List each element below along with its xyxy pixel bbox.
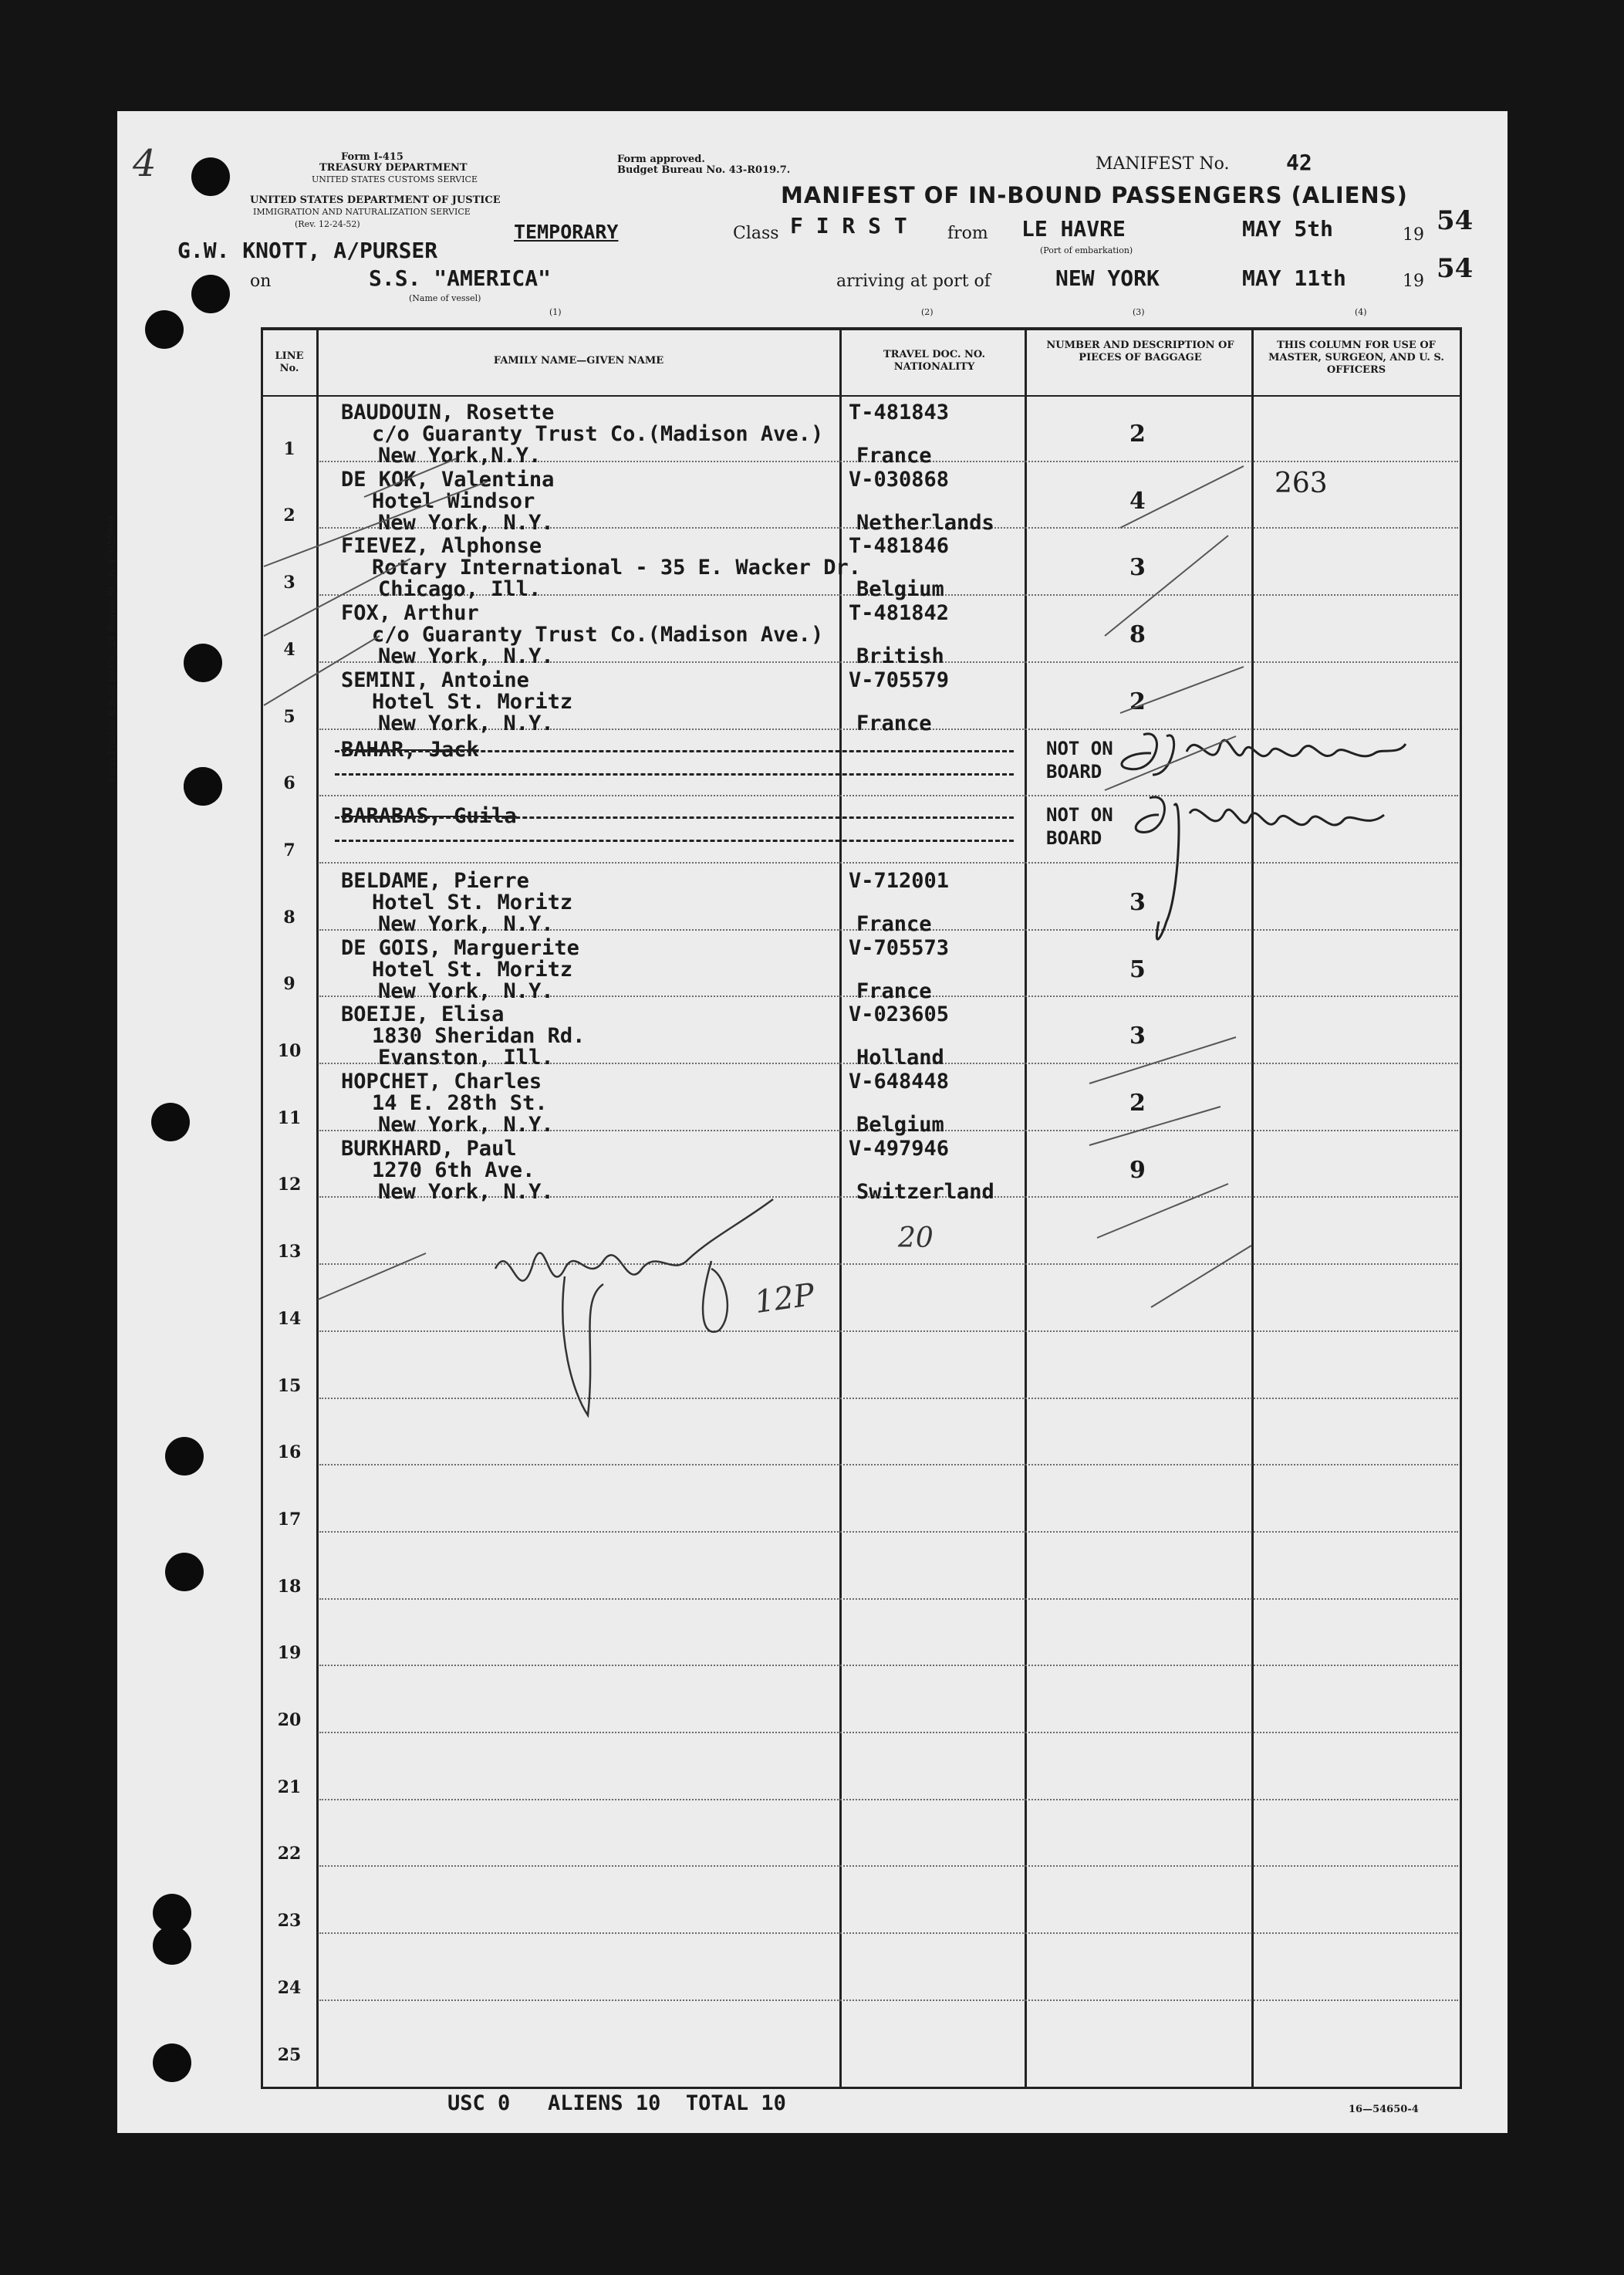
row-rule bbox=[319, 1598, 1458, 1600]
travel-document-number: V-705573 bbox=[849, 935, 950, 960]
col-marker-3: (3) bbox=[1133, 307, 1145, 317]
col-marker-2: (2) bbox=[921, 307, 934, 317]
row-rule bbox=[319, 1999, 1458, 2001]
baggage-count: 2 bbox=[1129, 1090, 1146, 1117]
passenger-address-line-2: New York, N.Y. bbox=[378, 711, 554, 735]
passenger-name: FIEVEZ, Alphonse bbox=[341, 534, 542, 559]
baggage-count: 9 bbox=[1129, 1156, 1146, 1184]
arrival-year: 54 bbox=[1437, 253, 1474, 284]
passenger-name: BURKHARD, Paul bbox=[341, 1136, 517, 1161]
arriving-label: arriving at port of bbox=[836, 272, 991, 291]
class-value: F I R S T bbox=[790, 213, 907, 238]
not-on-board-status: NOT ON bbox=[1046, 804, 1113, 827]
line-number: 10 bbox=[277, 1041, 302, 1061]
passenger-address-line-1: Hotel St. Moritz bbox=[372, 890, 573, 914]
official-number: 263 bbox=[1275, 468, 1328, 499]
punch-hole bbox=[165, 1553, 204, 1591]
form-number: Form I-415 bbox=[341, 151, 403, 163]
nationality: Netherlands bbox=[856, 510, 994, 535]
line-number: 7 bbox=[283, 840, 295, 860]
nationality: Belgium bbox=[856, 1113, 944, 1137]
passenger-address-line-1: Hotel St. Moritz bbox=[372, 689, 573, 714]
baggage-count: 3 bbox=[1129, 888, 1146, 916]
col-marker-1: (1) bbox=[549, 307, 562, 317]
travel-document-number: T-481843 bbox=[849, 401, 950, 424]
col-header-line: LINE No. bbox=[275, 350, 304, 374]
passenger-address-line-1: 1830 Sheridan Rd. bbox=[372, 1024, 586, 1049]
nationality: Holland bbox=[856, 1046, 944, 1070]
line-number: 5 bbox=[283, 706, 295, 727]
side-imprint: Form Printed & Sold by Co., 24 Beaver St., N. Y. U55969 bbox=[106, 516, 117, 783]
passenger-address-line-1: 1270 6th Ave. bbox=[372, 1158, 535, 1182]
dept-justice: UNITED STATES DEPARTMENT OF JUSTICE bbox=[250, 194, 501, 206]
departure-date: MAY 5th bbox=[1242, 216, 1334, 242]
cancelled-passenger-name: BARABAS, Guila bbox=[341, 804, 517, 829]
purser-name: G.W. KNOTT, A/PURSER bbox=[177, 238, 438, 263]
baggage-count: 3 bbox=[1129, 1023, 1146, 1050]
baggage-count: 4 bbox=[1129, 487, 1146, 515]
passenger-address-line-1: Hotel St. Moritz bbox=[372, 957, 573, 982]
travel-document-number: V-705579 bbox=[849, 668, 950, 692]
class-label: Class bbox=[733, 224, 779, 243]
line-number: 9 bbox=[283, 974, 295, 995]
passenger-name: DE GOIS, Marguerite bbox=[341, 935, 579, 960]
handwritten-margin-mark: 4 bbox=[133, 142, 157, 185]
passenger-name: FOX, Arthur bbox=[341, 601, 479, 626]
arrival-date: MAY 11th bbox=[1242, 265, 1346, 291]
dept-customs: UNITED STATES CUSTOMS SERVICE bbox=[312, 174, 478, 184]
baggage-count: 2 bbox=[1129, 688, 1146, 715]
passenger-address-line-2: New York, N.Y. bbox=[378, 510, 554, 535]
passenger-address-line-2: New York,N.Y. bbox=[378, 444, 542, 468]
passenger-address-line-2: New York, N.Y. bbox=[378, 1179, 554, 1204]
punch-hole bbox=[145, 310, 184, 349]
travel-document-number: V-023605 bbox=[849, 1002, 950, 1027]
passenger-name: BOEIJE, Elisa bbox=[341, 1002, 505, 1027]
baggage-count: 3 bbox=[1129, 554, 1146, 582]
col-header-travel: TRAVEL DOC. NO. NATIONALITY bbox=[883, 349, 986, 373]
nationality: France bbox=[856, 711, 932, 735]
baggage-count: 2 bbox=[1129, 421, 1146, 448]
line-number: 23 bbox=[277, 1911, 302, 1932]
line-number: 8 bbox=[283, 907, 295, 928]
row-rule bbox=[319, 1531, 1458, 1533]
travel-document-number: T-481846 bbox=[849, 534, 950, 559]
line-number: 11 bbox=[277, 1107, 302, 1128]
baggage-count: 5 bbox=[1129, 955, 1146, 983]
row-rule bbox=[319, 1865, 1458, 1867]
line-number: 2 bbox=[283, 505, 295, 526]
on-label: on bbox=[250, 272, 272, 291]
row-rule bbox=[319, 1732, 1458, 1733]
line-number: 17 bbox=[277, 1509, 302, 1530]
year-prefix: 19 bbox=[1403, 225, 1424, 245]
passenger-name: BAUDOUIN, Rosette bbox=[341, 401, 555, 424]
vessel-name: S.S. "AMERICA" bbox=[369, 265, 552, 291]
handwritten-tally-1: 20 bbox=[898, 1222, 934, 1254]
line-number: 14 bbox=[277, 1308, 302, 1329]
nationality: France bbox=[856, 911, 932, 936]
passenger-address-line-2: New York, N.Y. bbox=[378, 1113, 554, 1137]
line-number: 25 bbox=[277, 2044, 302, 2065]
line-number: 22 bbox=[277, 1844, 302, 1864]
passenger-name: SEMINI, Antoine bbox=[341, 668, 529, 692]
passenger-address-line-2: New York, N.Y. bbox=[378, 911, 554, 936]
nationality: France bbox=[856, 444, 932, 468]
from-label: from bbox=[947, 224, 988, 243]
travel-document-number: V-712001 bbox=[849, 868, 950, 893]
travel-document-number: V-648448 bbox=[849, 1070, 950, 1094]
punch-hole bbox=[153, 2043, 191, 2082]
passenger-address-line-1: Hotel Windsor bbox=[372, 488, 535, 513]
passenger-address-line-2: Evanston, Ill. bbox=[378, 1046, 554, 1070]
punch-hole bbox=[184, 767, 222, 806]
not-on-board-status: BOARD bbox=[1046, 760, 1102, 783]
line-number: 16 bbox=[277, 1442, 302, 1463]
port-of-embarkation: LE HAVRE bbox=[1021, 216, 1126, 242]
passenger-address-line-1: c/o Guaranty Trust Co.(Madison Ave.) bbox=[372, 623, 824, 647]
dept-immigration: IMMIGRATION AND NATURALIZATION SERVICE bbox=[253, 207, 471, 217]
cancelled-passenger-name: BAHAR, Jack bbox=[341, 737, 479, 762]
passenger-address-line-2: New York, N.Y. bbox=[378, 644, 554, 669]
punch-hole bbox=[151, 1103, 190, 1141]
line-number: 12 bbox=[277, 1175, 302, 1195]
passenger-address-line-2: New York, N.Y. bbox=[378, 979, 554, 1003]
passenger-name: HOPCHET, Charles bbox=[341, 1070, 542, 1094]
punch-hole bbox=[191, 157, 230, 196]
row-rule bbox=[319, 1799, 1458, 1800]
manifest-page bbox=[106, 111, 1508, 2133]
line-number: 3 bbox=[283, 573, 295, 593]
line-number: 13 bbox=[277, 1242, 302, 1263]
line-number: 4 bbox=[283, 639, 295, 660]
table-header-border bbox=[261, 395, 1461, 397]
row-rule bbox=[319, 1932, 1458, 1934]
col-marker-4: (4) bbox=[1355, 307, 1367, 317]
line-number: 18 bbox=[277, 1576, 302, 1597]
vessel-note: (Name of vessel) bbox=[409, 293, 481, 303]
passenger-address-line-1: Rotary International - 35 E. Wacker Dr. bbox=[372, 556, 861, 580]
budget-bureau-note: Budget Bureau No. 43-R019.7. bbox=[617, 164, 791, 176]
line-number: 21 bbox=[277, 1776, 302, 1797]
year-prefix-2: 19 bbox=[1403, 272, 1424, 291]
form-revision: (Rev. 12-24-52) bbox=[295, 219, 360, 229]
not-on-board-status: NOT ON bbox=[1046, 737, 1113, 759]
dept-treasury: TREASURY DEPARTMENT bbox=[319, 162, 468, 174]
col-header-name: FAMILY NAME—GIVEN NAME bbox=[493, 355, 664, 367]
passenger-name: DE KOK, Valentina bbox=[341, 467, 555, 492]
col-header-officers: THIS COLUMN FOR USE OF MASTER, SURGEON, AND U. S. OFFICERS bbox=[1268, 340, 1444, 376]
departure-year: 54 bbox=[1437, 205, 1474, 236]
arrival-port: NEW YORK bbox=[1055, 265, 1160, 291]
punch-hole bbox=[165, 1437, 204, 1476]
nationality: Switzerland bbox=[856, 1179, 994, 1204]
table-bottom-border bbox=[261, 2087, 1461, 2089]
travel-document-number: V-030868 bbox=[849, 467, 950, 492]
line-number: 19 bbox=[277, 1643, 302, 1664]
form-code: 16—54650-4 bbox=[1349, 2104, 1419, 2115]
check-marks bbox=[256, 435, 1259, 1361]
travel-document-number: T-481842 bbox=[849, 601, 950, 626]
embarkation-note: (Port of embarkation) bbox=[1040, 245, 1133, 255]
col-header-baggage: NUMBER AND DESCRIPTION OF PIECES OF BAGGAGE bbox=[1046, 340, 1234, 363]
passenger-address-line-1: c/o Guaranty Trust Co.(Madison Ave.) bbox=[372, 422, 824, 446]
passenger-name: BELDAME, Pierre bbox=[341, 868, 529, 893]
nationality: British bbox=[856, 644, 944, 669]
punch-hole bbox=[153, 1926, 191, 1965]
travel-document-number: V-497946 bbox=[849, 1136, 950, 1161]
table-right-border bbox=[1460, 327, 1462, 2089]
line-number: 6 bbox=[283, 773, 295, 794]
temporary-label: TEMPORARY bbox=[514, 221, 619, 243]
nationality: France bbox=[856, 979, 932, 1003]
table-top-border bbox=[261, 327, 1461, 330]
baggage-count: 8 bbox=[1129, 621, 1146, 649]
line-number: 15 bbox=[277, 1375, 302, 1396]
nationality: Belgium bbox=[856, 577, 944, 602]
approval-note: Form approved. bbox=[617, 154, 705, 165]
punch-hole bbox=[191, 275, 230, 313]
manifest-title: MANIFEST OF IN-BOUND PASSENGERS (ALIENS) bbox=[781, 182, 1408, 208]
not-on-board-status: BOARD bbox=[1046, 827, 1102, 850]
passenger-address-line-1: 14 E. 28th St. bbox=[372, 1091, 548, 1115]
line-number: 20 bbox=[277, 1710, 302, 1730]
manifest-number: 42 bbox=[1286, 150, 1312, 175]
line-number: 24 bbox=[277, 1977, 302, 1998]
totals-line: USC 0 ALIENS 10 TOTAL 10 bbox=[447, 2091, 786, 2115]
punch-hole bbox=[184, 644, 222, 682]
line-number: 1 bbox=[283, 438, 295, 459]
handwritten-tally-2: 12P bbox=[752, 1276, 817, 1321]
manifest-number-label: MANIFEST No. bbox=[1096, 154, 1230, 174]
row-rule bbox=[319, 1665, 1458, 1666]
passenger-address-line-2: Chicago, Ill. bbox=[378, 577, 542, 602]
